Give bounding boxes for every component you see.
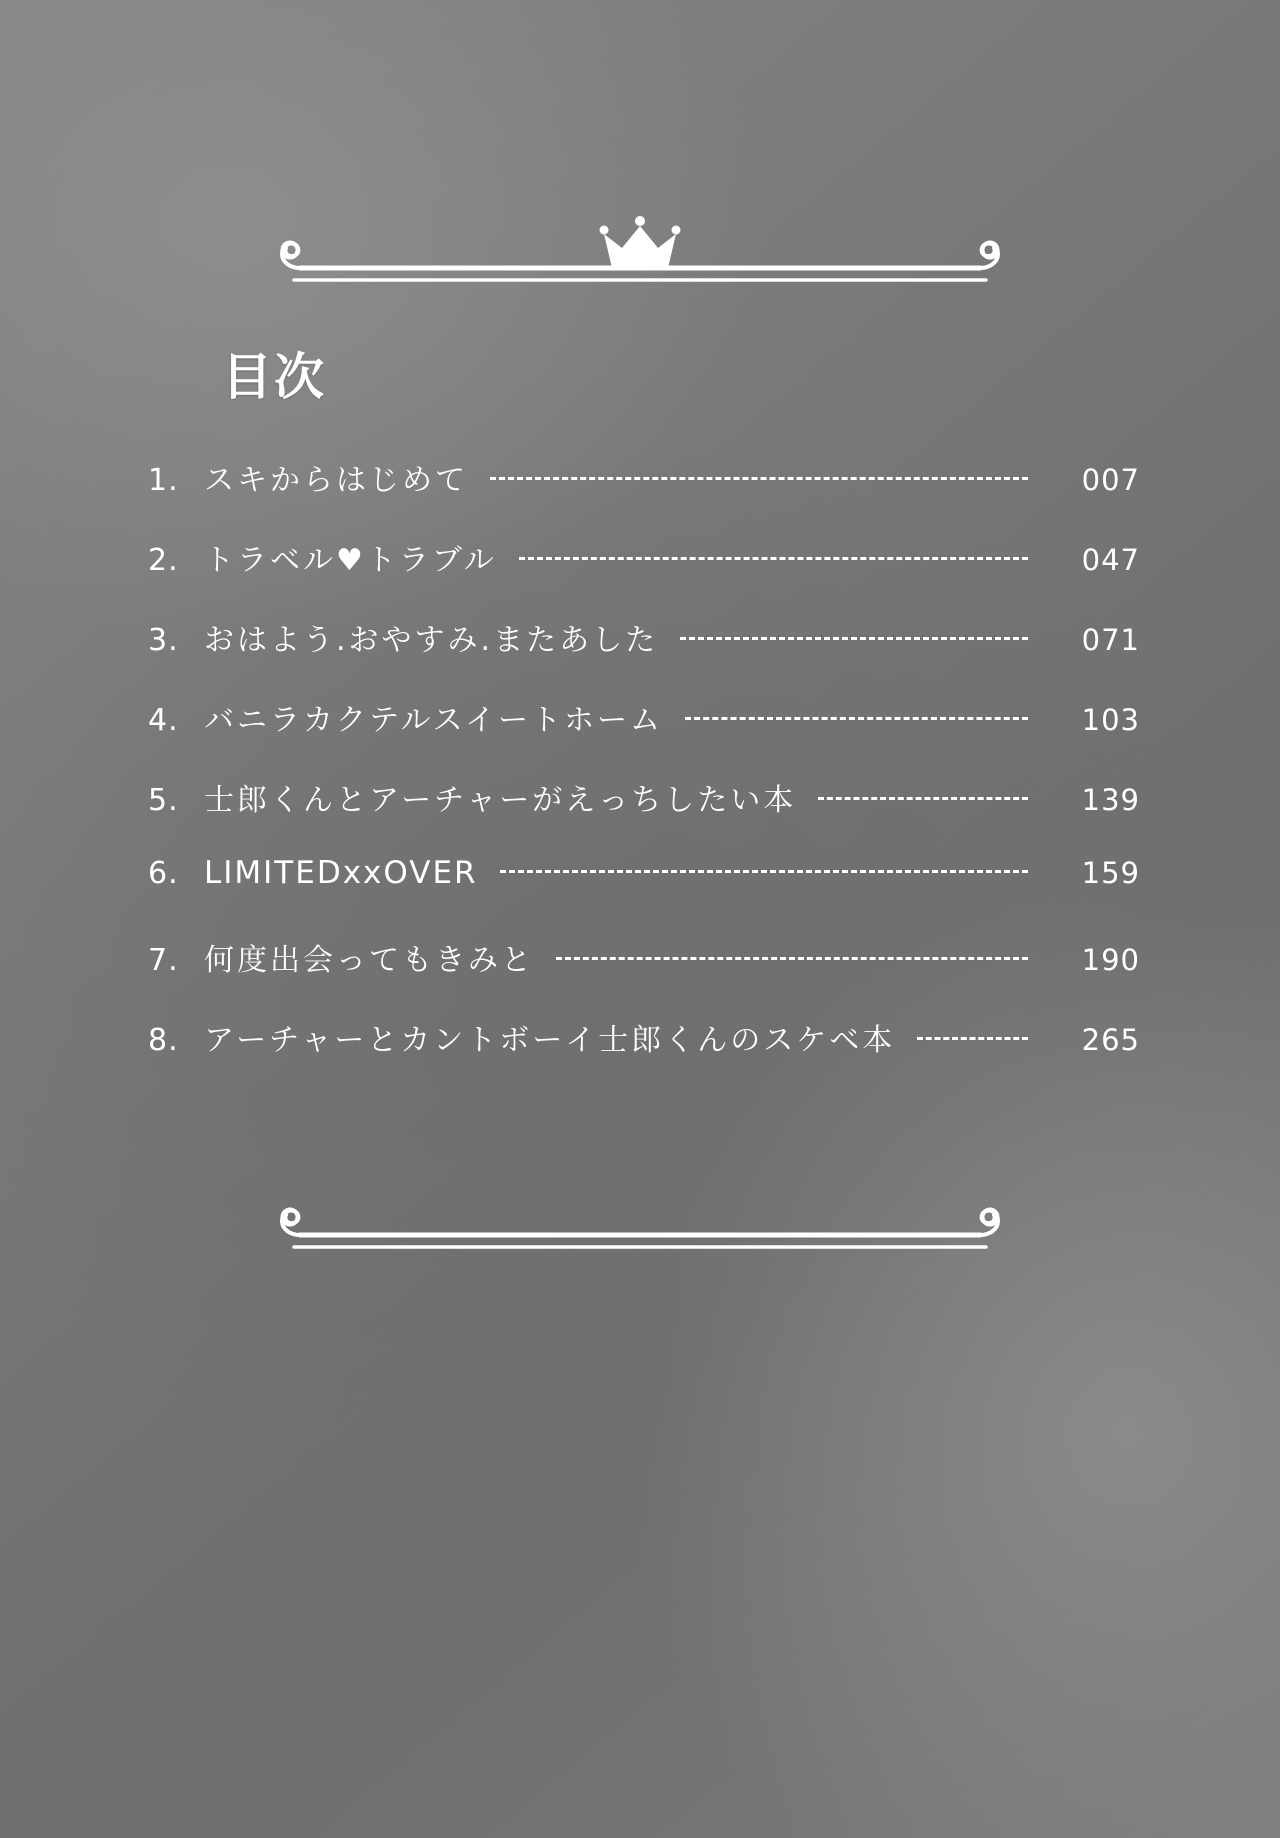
plain-divider-icon (260, 1205, 1020, 1275)
toc-item-page: 139 (1081, 783, 1140, 817)
toc-leader-dots (500, 870, 1028, 874)
toc-item-number: 2. (148, 543, 179, 578)
list-item[interactable] (140, 855, 1140, 935)
toc-item-title: トラベル♥トラブル (204, 543, 497, 578)
toc-item-number: 5. (148, 783, 179, 818)
toc-item-number: 1. (148, 463, 179, 498)
toc-leader-dots (680, 637, 1028, 641)
toc-leader-dots (556, 957, 1028, 961)
list-item[interactable] (140, 695, 1140, 775)
toc-list (140, 455, 1140, 1095)
toc-item-number: 6. (148, 856, 179, 891)
top-ornament (0, 210, 1280, 300)
toc-item-page: 265 (1081, 1023, 1140, 1057)
toc-item-page: 071 (1081, 623, 1140, 657)
toc-item-title: 士郎くんとアーチャーがえっちしたい本 (204, 783, 797, 818)
toc-item-page: 047 (1081, 543, 1140, 577)
toc-item-page: 103 (1081, 703, 1140, 737)
toc-item-number: 8. (148, 1023, 179, 1058)
list-item[interactable] (140, 935, 1140, 1015)
list-item[interactable] (140, 1015, 1140, 1095)
toc-item-page: 007 (1081, 463, 1140, 497)
toc-item-title: アーチャーとカントボーイ士郎くんのスケベ本 (204, 1023, 896, 1058)
list-item[interactable] (140, 535, 1140, 615)
toc-item-page: 190 (1081, 943, 1140, 977)
list-item[interactable] (140, 455, 1140, 535)
toc-item-title: バニラカクテルスイートホーム (204, 703, 663, 738)
toc-item-title: LIMITEDxxOVER (204, 855, 478, 891)
page-title: 目次 (222, 348, 326, 406)
toc-item-title: スキからはじめて (204, 463, 468, 498)
toc-item-number: 4. (148, 703, 179, 738)
toc-item-number: 7. (148, 943, 179, 978)
list-item[interactable] (140, 775, 1140, 855)
toc-leader-dots (685, 717, 1028, 721)
toc-item-page: 159 (1081, 856, 1140, 890)
toc-item-title: おはよう.おやすみ.またあした (204, 623, 659, 658)
toc-leader-dots (818, 797, 1028, 801)
bottom-ornament (0, 1205, 1280, 1275)
toc-leader-dots (917, 1037, 1028, 1041)
crown-divider-icon (260, 210, 1020, 300)
toc-item-number: 3. (148, 623, 179, 658)
toc-leader-dots (519, 557, 1028, 561)
list-item[interactable] (140, 615, 1140, 695)
toc-leader-dots (490, 477, 1028, 481)
toc-item-title: 何度出会ってもきみと (204, 943, 534, 978)
